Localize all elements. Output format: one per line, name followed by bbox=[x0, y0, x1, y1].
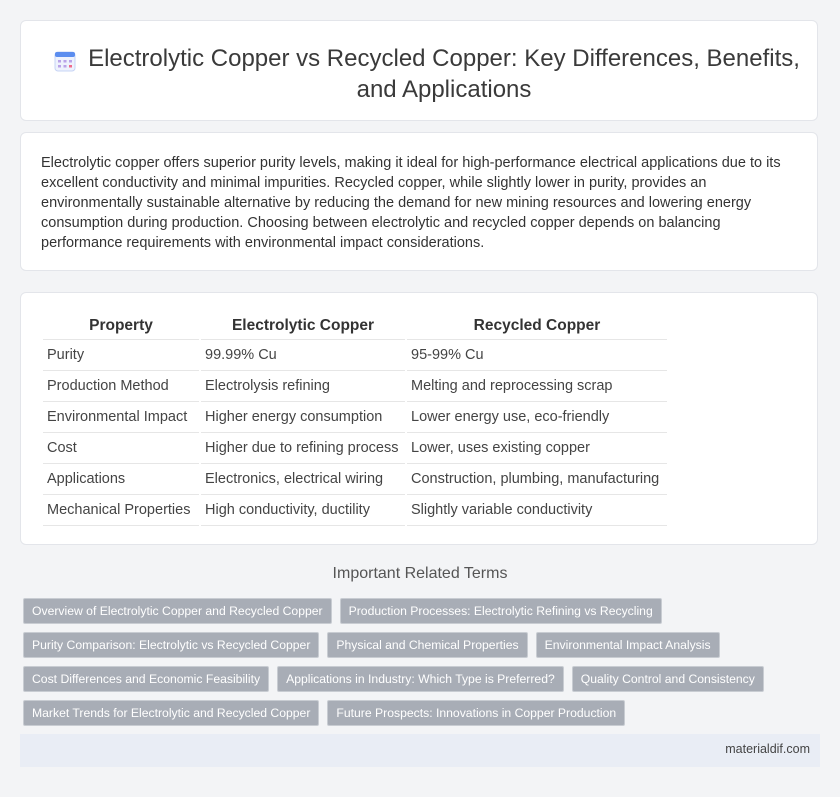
table-cell: Higher energy consumption bbox=[201, 402, 405, 433]
table-cell: Lower energy use, eco-friendly bbox=[407, 402, 667, 433]
intro-paragraph: Electrolytic copper offers superior purity levels, making it ideal for high-performance electrical applications due to its excellent conductivity and minimal impurities. Recycled copper, while slightly lower in purity, provides an environmentally sustainable alternative by reducing the demand for new mining resources and lowering energy consumption during production. Choosing between electrolytic and recycled copper depends on balancing performance requirements with environmental impact considerations. bbox=[41, 155, 781, 251]
table-cell: Construction, plumbing, manufacturing bbox=[407, 464, 667, 495]
table-cell: Environmental Impact bbox=[43, 402, 199, 433]
table-row bbox=[43, 433, 667, 464]
table-cell: Electrolysis refining bbox=[201, 371, 405, 402]
table-cell: Higher due to refining process bbox=[201, 433, 405, 464]
table-cell: Production Method bbox=[43, 371, 199, 402]
table-row bbox=[43, 371, 667, 402]
comparison-table bbox=[41, 313, 669, 526]
related-term-tag[interactable]: Future Prospects: Innovations in Copper Production bbox=[327, 700, 625, 726]
related-term-tag[interactable]: Applications in Industry: Which Type is Preferred? bbox=[277, 666, 564, 692]
column-header-recycled: Recycled Copper bbox=[407, 313, 667, 340]
related-term-tag[interactable]: Overview of Electrolytic Copper and Recycled Copper bbox=[23, 598, 332, 624]
intro-card bbox=[20, 132, 818, 271]
table-cell: Applications bbox=[43, 464, 199, 495]
footer-site-link[interactable]: materialdif.com bbox=[725, 742, 810, 756]
related-term-tag[interactable]: Production Processes: Electrolytic Refining vs Recycling bbox=[340, 598, 662, 624]
column-header-property: Property bbox=[43, 313, 199, 340]
related-term-tag[interactable]: Quality Control and Consistency bbox=[572, 666, 764, 692]
related-term-tag[interactable]: Purity Comparison: Electrolytic vs Recycled Copper bbox=[23, 632, 319, 658]
related-terms-title: Important Related Terms bbox=[332, 565, 508, 582]
footer bbox=[20, 734, 820, 767]
calendar-icon bbox=[52, 48, 78, 74]
table-cell: 95-99% Cu bbox=[407, 340, 667, 371]
related-term-tag[interactable]: Cost Differences and Economic Feasibility bbox=[23, 666, 269, 692]
table-cell: Slightly variable conductivity bbox=[407, 495, 667, 526]
table-cell: Melting and reprocessing scrap bbox=[407, 371, 667, 402]
related-term-tag[interactable]: Environmental Impact Analysis bbox=[536, 632, 720, 658]
header-card bbox=[20, 20, 818, 121]
page-title: Electrolytic Copper vs Recycled Copper: Key Differences, Benefits, and Applications bbox=[88, 45, 800, 103]
table-cell: Purity bbox=[43, 340, 199, 371]
table-row bbox=[43, 402, 667, 433]
related-terms-list bbox=[23, 598, 823, 734]
table-cell: High conductivity, ductility bbox=[201, 495, 405, 526]
table-cell: Cost bbox=[43, 433, 199, 464]
related-term-tag[interactable]: Physical and Chemical Properties bbox=[327, 632, 527, 658]
table-row bbox=[43, 340, 667, 371]
related-term-tag[interactable]: Market Trends for Electrolytic and Recycled Copper bbox=[23, 700, 319, 726]
table-cell: Lower, uses existing copper bbox=[407, 433, 667, 464]
table-row bbox=[43, 464, 667, 495]
table-cell: 99.99% Cu bbox=[201, 340, 405, 371]
table-header-row bbox=[43, 313, 667, 340]
table-cell: Mechanical Properties bbox=[43, 495, 199, 526]
comparison-card bbox=[20, 292, 818, 545]
table-row bbox=[43, 495, 667, 526]
table-cell: Electronics, electrical wiring bbox=[201, 464, 405, 495]
column-header-electrolytic: Electrolytic Copper bbox=[201, 313, 405, 340]
